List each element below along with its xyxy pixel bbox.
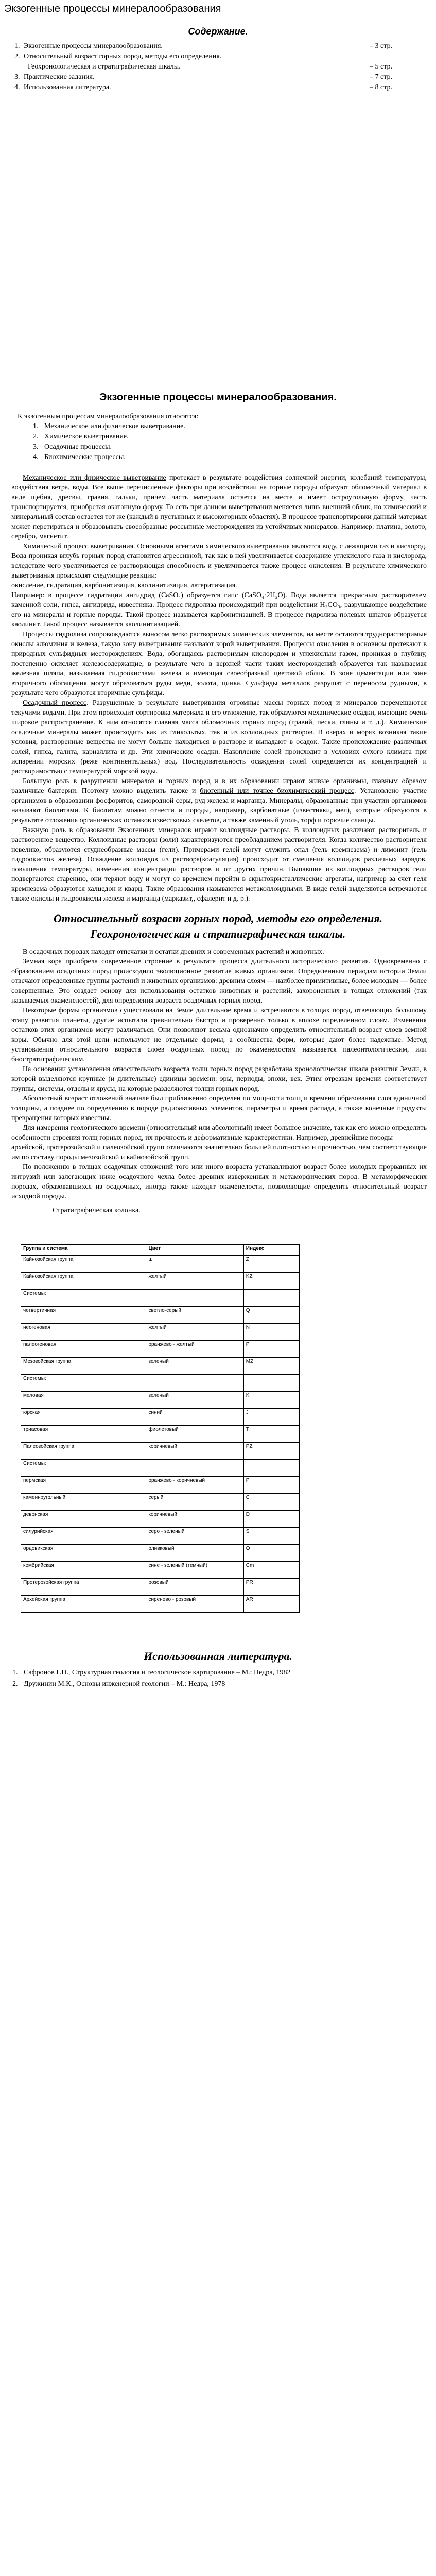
toc-number: 3.	[14, 73, 20, 81]
table-cell: оранжево - коричневый	[146, 1477, 243, 1494]
list-text: Химическое выветривание.	[44, 433, 129, 440]
table-cell: PZ	[243, 1443, 299, 1460]
paragraph: На основании установления относительного возраста толщ горных пород разработана хронологическая шкала развития Земли, в которой выделяются крупные (и длительные) единицы времени: эры, периоды, эпохи, век. Этим отрезкам времени соответствует группы, системы, отделы и ярусы, на которые разделяются толщи горных пород.	[11, 1065, 427, 1093]
section-2-body	[0, 947, 436, 1215]
toc-item[interactable]	[14, 72, 416, 82]
reference-item	[12, 1667, 436, 1679]
table-cell: неогеновая	[21, 1324, 146, 1341]
table-cell	[146, 1290, 243, 1307]
table-cell: пермская	[21, 1477, 146, 1494]
table-row	[21, 1392, 300, 1409]
table-cell: D	[243, 1511, 299, 1528]
table-cell: PR	[243, 1579, 299, 1596]
table-cell: сине - зеленый (темный)	[146, 1562, 243, 1579]
toc-number: 4.	[14, 83, 20, 91]
table-cell: K	[243, 1392, 299, 1409]
table-cell: сиреневo - розовый	[146, 1596, 243, 1613]
table-cell: фиолетовый	[146, 1426, 243, 1443]
term: Земная кора	[23, 958, 62, 965]
list-item	[33, 452, 427, 463]
paragraph	[11, 825, 427, 904]
table-cell	[243, 1290, 299, 1307]
toc-number: 2.	[14, 53, 20, 60]
toc-text: Экзогенные процессы минералообразования.	[24, 42, 163, 50]
paragraph	[11, 1094, 427, 1123]
term: Абсолютный	[23, 1095, 63, 1103]
table-cell	[243, 1375, 299, 1392]
paragraph: В осадочных породах находят отпечатки и остатки древних и современных растений и животных.	[23, 948, 324, 956]
reference-number: 1.	[12, 1669, 18, 1676]
section-1-intro: К экзогенным процессам минералообразования относятся:	[18, 413, 199, 420]
table-cell: зеленый	[146, 1392, 243, 1409]
table-cell: светло-серый	[146, 1307, 243, 1324]
table-cell: T	[243, 1426, 299, 1443]
references-list	[12, 1667, 436, 1690]
table-cell: оранжево - желтый	[146, 1341, 243, 1358]
table-row	[21, 1256, 300, 1273]
table-row	[21, 1460, 300, 1477]
paragraph-text: Важную роль в образовании Экзогенных минералов играют	[23, 826, 220, 834]
term: Осадочный процесс	[23, 699, 87, 707]
table-cell: Кайнозойская группа	[21, 1256, 146, 1273]
reference-number: 2.	[12, 1680, 18, 1688]
table-cell: коричневый	[146, 1511, 243, 1528]
toc-number: 1.	[14, 42, 20, 50]
paragraph: архейской, протерозойской и палеозойской групп отличаются значительно большей плотностью и прочностью, чем соответствующие им по составу породы мезозойской и кайнозойской групп.	[11, 1144, 427, 1161]
paragraph: Процессы гидролиза сопровождаются выносом легко растворимых химических элементов, на месте остаются труднорастворимые окислы алюминия и железа, такую зону выветривания называют корой выветривания. Процессы окисления в основном протекают в природных сульфидных месторождениях. Вода, обогащаясь растворимым кислородом и углекислым газом, проникая в глубину, постепенно окисляет железосодержащие, в результате чего в верхней части таких месторождений образуется так называемая железная шляпа, называемая гидроокислами железа и имеющая своеобразный цветовой облик. В зоне цементации или зоне вторичного обогащения могут образоваться руды меди, золота, цинка. Сульфиды металлов разрушат с переносом рудными, в результате чего образуются вторичные сульфиды.	[11, 631, 427, 697]
table-cell: девонская	[21, 1511, 146, 1528]
table-row	[21, 1528, 300, 1545]
table-cell: ордовикская	[21, 1545, 146, 1562]
paragraph	[11, 473, 427, 541]
table-cell: Cm	[243, 1562, 299, 1579]
table-cell: KZ	[243, 1273, 299, 1290]
table-cell: N	[243, 1324, 299, 1341]
list-text: Осадочные процессы.	[44, 443, 112, 451]
term: Химический процесс выветривания	[23, 543, 134, 550]
toc-text: Практические задания.	[24, 73, 95, 81]
section-1-title: Экзогенные процессы минералообразования.	[99, 392, 337, 403]
term: коллоидные растворы	[220, 826, 289, 834]
table-of-contents	[14, 41, 416, 93]
reference-text: Дружинин М.К., Основы инженерной геологии – М.: Недра, 1978	[24, 1680, 225, 1688]
table-cell: Палеозойская группа	[21, 1443, 146, 1460]
table-cell: Z	[243, 1256, 299, 1273]
paragraph-text: приобрела современное строение в результате процесса длительного исторического развития. Одновременно с образованием осадочных пород происходило эволюционное развитие живых организмов. Определенным периодам истории Земли отвечают определенные группы растений и животных организмов: древним слоям — наиболее примитивные, более молодым — более совершенные. Это создает основу для использования остатков животных и растений, захороненных в толщах отложений (так называемых окаменелостей), для определения возраста осадочных горных пород.	[11, 958, 427, 1005]
table-cell: желтый	[146, 1324, 243, 1341]
document-title: Экзогенные процессы минералообразования	[4, 3, 221, 14]
paragraph-text: Большую роль в разрушении минералов и горных пород и в их образовании играют живые организмы, главным образом различные бактерии. Поэтому можно выделить также и	[11, 777, 427, 795]
table-cell: серо - зеленый	[146, 1528, 243, 1545]
table-row	[21, 1545, 300, 1562]
toc-page: – 8 стр.	[370, 83, 393, 91]
paragraph: Для измерения геологического времени (относительный или абсолютный) имеет большое значение, так как его можно определить особенности строения толщ горных пород, их прочность и деформативные характеристики. Например, древнейшие породы	[11, 1124, 427, 1142]
paragraph-text: . Основными агентами химического выветривания являются воду, с лежащими газ и кислород. Вода проникая вглубь горных пород становится агрессивной, так как в ней увеличивается содержание углекислого газа и кислорода, вследствие чего увеличивается ее растворяющая способность и увеличивается также процесс окисления. В результате химического выветривания происходят следующие реакции:	[11, 543, 427, 580]
table-cell: кембрийская	[21, 1562, 146, 1579]
term: биогенный или точнее биохимический процесс	[200, 787, 354, 795]
reference-text: Сафронов Г.Н., Структурная геология и геологическое картирование – М.: Недра, 1982	[24, 1669, 291, 1676]
table-row	[21, 1375, 300, 1392]
toc-item[interactable]	[14, 82, 416, 93]
toc-item[interactable]	[14, 62, 416, 72]
table-row	[21, 1273, 300, 1290]
paragraph: окисление, гидратация, карбонитизация, каолинитизация, латеритизация.	[11, 582, 237, 589]
table-cell: ш	[146, 1256, 243, 1273]
paragraph	[11, 776, 427, 825]
table-cell: розовый	[146, 1579, 243, 1596]
table-cell: C	[243, 1494, 299, 1511]
table-cell: зеленый	[146, 1358, 243, 1375]
list-number: 1.	[33, 422, 39, 430]
reference-item	[12, 1679, 436, 1690]
toc-text: Относительный возраст горных пород, методы его определения.	[24, 53, 222, 60]
list-number: 3.	[33, 443, 39, 451]
paragraph	[11, 698, 427, 776]
list-number: 2.	[33, 433, 39, 440]
list-number: 4.	[33, 453, 39, 461]
document-page	[0, 3, 436, 2576]
table-cell: AR	[243, 1596, 299, 1613]
toc-item[interactable]	[14, 52, 416, 62]
paragraph	[11, 541, 427, 581]
table-cell: S	[243, 1528, 299, 1545]
table-cell: Системы:	[21, 1460, 146, 1477]
table-cell: юрская	[21, 1409, 146, 1426]
toc-page: – 5 стр.	[370, 63, 393, 71]
toc-text: Использованная литература.	[24, 83, 111, 91]
table-cell: P	[243, 1477, 299, 1494]
paragraph-text: . Разрушенные в результате выветривания огромные массы горных пород и минералов перемещаются текучими водами. При этом происходит сортировка материала и его отложение, так образуются механические осадки, имеющие очень широкое распространение. К ним относятся главная масса обломочных горных пород (гравий, пески, глины и т. д.). Химические осадочные минералы может происходить как из гликольтых, так и из коллоидных растворов. В озерах и морях возникая такие условия, растворенные вещества не могут больше находиться в растворе и выпадают в осадок. Такие происхождение различных солей, гипса, галита, карналлита и др. Эти химические осадки. Накопление солей происходит в условиях сухого климата при испарении морских (реже континентальных) вод. Последовательность осаждения солей определяется их концентрацией и растворимостью с температурой морской воды.	[11, 699, 427, 775]
table-cell	[243, 1460, 299, 1477]
table-row	[21, 1443, 300, 1460]
table-row	[21, 1477, 300, 1494]
table-cell: P	[243, 1341, 299, 1358]
table-row	[21, 1290, 300, 1307]
table-cell: Системы:	[21, 1290, 146, 1307]
paragraph-text: протекает в результате воздействия солнечной энергии, колебаний температуры, воздействия ветра, воды. Все выше перечисленные факторы при воздействии на горные породы образуют обломочный материал в виде щебня, дресвы, гравия, гальки, причем часть материала остается на месте и имеет остроугольную форму, часть транспортируется, приобретая окатанную форму. То есть при данном выветривании меняется лишь внешний облик, но химический и минеральный состав остается тот же (каждый в пустынных и высокогорных областях). В процессе транспортировки данный материал может перетираться и образовывать своеобразные россыпные месторождения из устойчивых минералов. Например: платина, золото, серебро, магнетит.	[11, 474, 427, 540]
process-list	[33, 421, 427, 463]
paragraph: Некоторые формы организмов существовали на Земле длительное время и встречаются в толщах пород, отвечающих большому этапу развития планеты, другие испытали сравнительно быстро и проверенно только в аплохе определенном слоям. Изменения остатков этих организмов могут различаться. Они позволяют весьма однозначно определить относительный возраст слоев земной коры. Обычно для этой цели используют не отдельные формы, а сообщества форм, которые дают более надежные. Метод установления относительного возраста слоев осадочных пород по окаменелостям называется палеонтологическим, или биостратиграфическим.	[11, 1007, 427, 1063]
table-cell	[146, 1375, 243, 1392]
list-text: Биохимические процессы.	[44, 453, 126, 461]
references-title: Использованная литература.	[144, 1650, 292, 1663]
section-2-title: Относительный возраст горных пород, методы его определения. Геохронологическая и стратиграфическая шкалы.	[53, 912, 383, 940]
paragraph	[11, 957, 427, 1006]
table-cell: Архейская группа	[21, 1596, 146, 1613]
table-row	[21, 1562, 300, 1579]
table-cell: четвертичная	[21, 1307, 146, 1324]
table-row	[21, 1409, 300, 1426]
toc-number	[14, 62, 24, 72]
term: Механическое или физическое выветривание	[23, 474, 166, 482]
list-text: Механическое или физическое выветривание.	[44, 422, 185, 430]
toc-item[interactable]	[14, 41, 416, 52]
table-cell: Протерозойская группа	[21, 1579, 146, 1596]
stratigraphic-table	[21, 1244, 300, 1613]
table-cell	[146, 1460, 243, 1477]
paragraph-text: . Установлено участие организмов в образовании фосфоритов, самородной серы, руд железа и марганца. Минералы, образованные при участии организмов называют биолитами. К биолитам можно отнести и породы, например, карбонатные (известняки, мел), которые образуются в результате отложения органических останков известковых скелетов, а также каменный уголь, торф и горючие сланцы.	[11, 787, 427, 824]
toc-page: – 7 стр.	[370, 73, 393, 81]
paragraph: По положению в толщах осадочных отложений того или иного возраста устанавливают возраст более молодых прорванных их интрузий или залегающих ниже осадочного чехла более древних изверженных и метаморфических пород. В метаморфических породах, образовавшихся из осадочных, иногда также находят окаменелости, позволяющие определить относительный возраст исходной породы.	[11, 1163, 427, 1200]
table-cell: меловая	[21, 1392, 146, 1409]
table-header-cell: Индекс	[243, 1245, 299, 1256]
table-row	[21, 1324, 300, 1341]
paragraph: Например: в процессе гидратации ангидрид (CaSO₄) образуется гипс (CaSO₄·2H₂O). Вода является прекрасным растворителем каменной соли, гипса, ангидрида, известняка. Процесс гидролиза происходящий при воздействии H₂CO₃, разрушающее воздействие его на минералы и горные породы. Такой процесс называется карбонитизацией. В процессе гидролиза полевых шпатов образуется каолинит. Такой процесс называется каолинитизацией.	[11, 591, 427, 629]
toc-page: – 3 стр.	[370, 42, 393, 50]
table-caption: Стратиграфическая колонка.	[53, 1207, 141, 1214]
table-row	[21, 1596, 300, 1613]
table-cell: MZ	[243, 1358, 299, 1375]
table-row	[21, 1494, 300, 1511]
table-cell: Q	[243, 1307, 299, 1324]
toc-page	[370, 52, 416, 62]
list-item	[33, 432, 427, 442]
table-row	[21, 1511, 300, 1528]
section-1-body	[0, 412, 436, 904]
table-cell: силурийская	[21, 1528, 146, 1545]
table-header-row	[21, 1245, 300, 1256]
table-row	[21, 1307, 300, 1324]
table-cell: Кайнозойская группа	[21, 1273, 146, 1290]
table-header-cell: Группа и система	[21, 1245, 146, 1256]
paragraph-text: возраст отложений вначале был приближенно определен по мощности толщ и времени образования слоя единичной толщины, а позднее по определению в породе радиоактивных элементов, параметры и время распада, а также конечные продукты превращения которых известны.	[11, 1095, 427, 1122]
table-cell: Мезозойская группа	[21, 1358, 146, 1375]
table-cell: желтый	[146, 1273, 243, 1290]
paragraph-text: . В коллоидных различают растворитель и растворенное вещество. Коллоидные растворы (золи) характеризуются преобладанием растворителя. Когда количество растворителя невелико, образуются студнеобразные массы (гели). Примерами гелей могут служить опал (гель кремнезема) и лимонит (гель гидроокислов железа). Осаждение коллоидов из раствора(коагуляция) происходит от смешения коллоидов различных зарядов, повышения температуры, изменения концентрации растворов и от других причин. Выпавшие из коллоидных растворов гели подвергаются старению, они теряют воду и могут со временем перейти в скрытокристаллические агрегаты, например за счет геля кремнезема образуются халцедон и кварц. Такие образования называются метаколлоидными. В виде гелей выделяются встречаются также окислы и гидроокислы железа и марганца (марказит,, сфалерит и д. р.).	[11, 826, 427, 903]
table-row	[21, 1358, 300, 1375]
table-cell: Системы:	[21, 1375, 146, 1392]
table-row	[21, 1341, 300, 1358]
table-cell: коричневый	[146, 1443, 243, 1460]
table-header-cell: Цвет	[146, 1245, 243, 1256]
list-item	[33, 442, 427, 452]
table-cell: O	[243, 1545, 299, 1562]
table-row	[21, 1426, 300, 1443]
toc-title: Содержание.	[188, 26, 248, 37]
table-cell: оливковый	[146, 1545, 243, 1562]
table-cell: синий	[146, 1409, 243, 1426]
list-item	[33, 421, 427, 432]
table-cell: каменноугольный	[21, 1494, 146, 1511]
table-cell: палеогеновая	[21, 1341, 146, 1358]
table-cell: серый	[146, 1494, 243, 1511]
toc-text: Геохронологическая и стратиграфическая шкалы.	[28, 63, 181, 71]
table-cell: J	[243, 1409, 299, 1426]
table-row	[21, 1579, 300, 1596]
table-cell: триасовая	[21, 1426, 146, 1443]
